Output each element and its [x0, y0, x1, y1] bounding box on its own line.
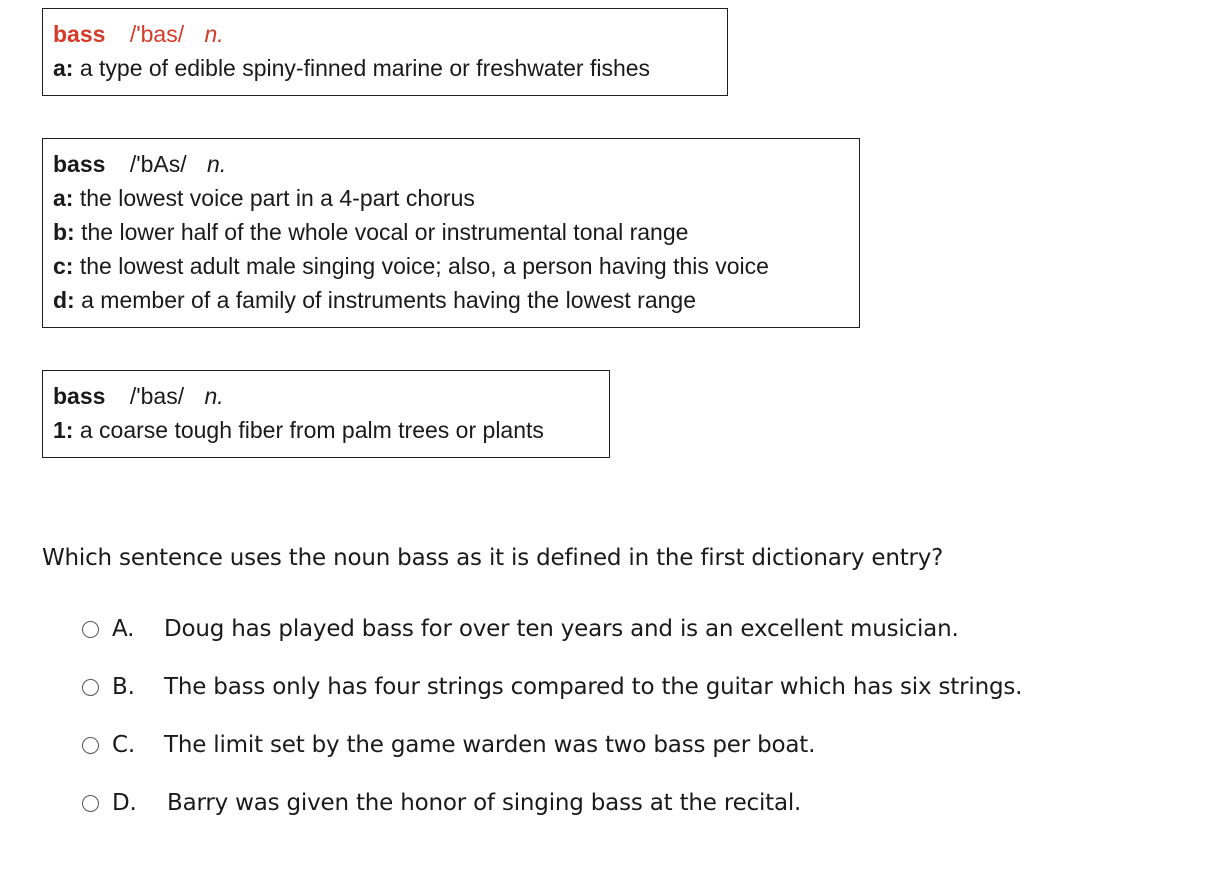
definition-label: 1:: [53, 417, 74, 443]
pronunciation: /'bas/: [129, 21, 185, 47]
option-text: Barry was given the honor of singing bass at the recital.: [167, 790, 802, 816]
definition-label: b:: [53, 219, 75, 245]
entry-heading: [53, 147, 849, 181]
radio-button[interactable]: [82, 679, 99, 696]
headword: bass: [53, 383, 106, 409]
answer-option-b[interactable]: [82, 672, 1022, 702]
question-prompt: Which sentence uses the noun bass as it is defined in the first dictionary entry?: [42, 545, 944, 571]
part-of-speech: n.: [207, 151, 227, 177]
option-letter: C.: [112, 732, 135, 758]
definition: [53, 249, 849, 283]
definition: [53, 283, 849, 317]
definition-label: a:: [53, 185, 74, 211]
radio-button[interactable]: [82, 737, 99, 754]
definition-label: c:: [53, 253, 74, 279]
part-of-speech: n.: [204, 383, 224, 409]
definition-text: the lowest voice part in a 4-part chorus: [73, 185, 475, 211]
option-text: The limit set by the game warden was two bass per boat.: [164, 732, 816, 758]
radio-button[interactable]: [82, 621, 99, 638]
option-letter: B.: [112, 674, 135, 700]
pronunciation: /'bAs/: [129, 151, 187, 177]
definition-label: d:: [53, 287, 75, 313]
option-letter: D.: [112, 790, 137, 816]
definition: [53, 181, 849, 215]
definition: [53, 215, 849, 249]
definition-text: a member of a family of instruments having the lowest range: [74, 287, 697, 313]
option-text: Doug has played bass for over ten years and is an excellent musician.: [164, 616, 959, 642]
pronunciation: /'bas/: [129, 383, 185, 409]
dictionary-entry-2: [42, 138, 860, 328]
part-of-speech: n.: [204, 21, 224, 47]
answer-option-a[interactable]: [82, 614, 959, 644]
definition: [53, 413, 599, 447]
headword: bass: [53, 151, 106, 177]
option-text: The bass only has four strings compared to the guitar which has six strings.: [164, 674, 1023, 700]
definition-label: a:: [53, 55, 74, 81]
option-letter: A.: [112, 616, 135, 642]
headword: bass: [53, 21, 106, 47]
dictionary-entry-1: [42, 8, 728, 96]
definition-text: a coarse tough fiber from palm trees or plants: [73, 417, 544, 443]
definition-text: the lowest adult male singing voice; also, a person having this voice: [73, 253, 769, 279]
radio-button[interactable]: [82, 795, 99, 812]
answer-option-c[interactable]: [82, 730, 815, 760]
definition: [53, 51, 717, 85]
dictionary-entry-3: [42, 370, 610, 458]
answer-option-d[interactable]: [82, 788, 801, 818]
entry-heading: [53, 379, 599, 413]
definition-text: a type of edible spiny-finned marine or freshwater fishes: [73, 55, 651, 81]
entry-heading: [53, 17, 717, 51]
definition-text: the lower half of the whole vocal or instrumental tonal range: [74, 219, 689, 245]
